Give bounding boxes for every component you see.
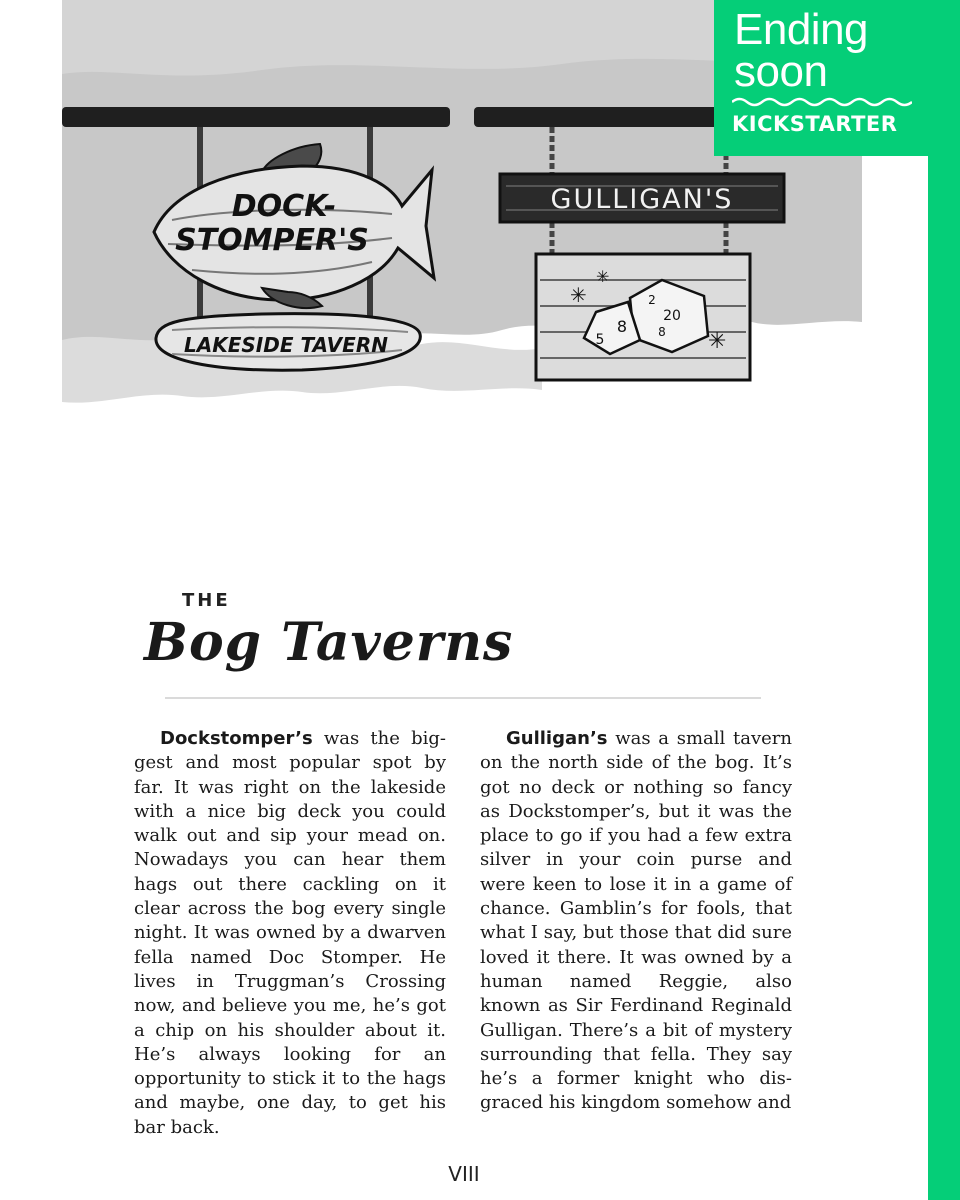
die-face-8a: 8 bbox=[658, 325, 666, 339]
gulligans-paragraph bbox=[480, 727, 792, 1116]
die-face-20: 20 bbox=[663, 308, 681, 324]
dice-board-sign bbox=[536, 254, 750, 380]
left-hanging-bar bbox=[62, 107, 450, 127]
die-face-8b: 8 bbox=[616, 317, 628, 336]
sparkle-3: ✳ bbox=[708, 329, 727, 354]
dockstomper-line1: DOCK- bbox=[231, 189, 337, 224]
section-divider bbox=[165, 697, 761, 699]
sparkle-2: ✳ bbox=[596, 267, 610, 286]
gulligans-body: was a small tavern on the north side of the bog. It’s got no deck or nothing so fancy as Dockstomper’s, but it was the place to go if you had a few extra silver in your coin purse and were keen to lose it in a game of chance. Gamblin’s for fools, that what I say, but those that did sure loved it there. It was owned by a human named Reggie, also known as Sir Ferdinand Reginald Gulligan. There’s a bit of mystery surrounding that fella. They say he’s a former knight who disgraced his kingdom somehow and bbox=[480, 728, 792, 1114]
gulligans-name-sign bbox=[500, 174, 784, 222]
lakeside-tavern-label: LAKESIDE TAVERN bbox=[184, 333, 388, 357]
dockstomper-lead: Dockstomper’s bbox=[160, 728, 313, 749]
dockstomper-line2: STOMPER'S bbox=[175, 223, 369, 258]
dockstomper-paragraph bbox=[134, 727, 446, 1140]
kickstarter-side-bar bbox=[928, 0, 960, 1200]
banner-line2: soon bbox=[734, 47, 828, 96]
page-number: VIII bbox=[448, 1162, 480, 1186]
die-face-5: 5 bbox=[595, 332, 605, 348]
kickstarter-logo: KICKSTARTER bbox=[732, 112, 898, 136]
dockstomper-body: was the biggest and most popular spot by far. It was right on the lakeside with a nice big deck you could walk out and sip your mead on. Nowadays you can hear them hags out there cackling on it clear across the bog every single night. It was owned by a dwarven fella named Doc Stomper. He lives in Truggman’s Crossing now, and believe you me, he’s got a chip on his shoulder about it. He’s always looking for an opportunity to stick it to the hags and maybe, one day, to get his bar back. bbox=[134, 728, 446, 1138]
gulligans-lead: Gulligan’s bbox=[506, 728, 608, 749]
sparkle-1: ✳ bbox=[570, 283, 587, 307]
lakeside-tavern-sign bbox=[156, 314, 420, 371]
right-hanging-bar bbox=[474, 107, 734, 127]
section-kicker: THE bbox=[182, 590, 231, 611]
die-face-2: 2 bbox=[648, 293, 656, 307]
right-column bbox=[480, 727, 792, 1116]
left-column bbox=[134, 727, 446, 1140]
ending-soon-banner bbox=[714, 0, 928, 156]
wave-icon bbox=[732, 96, 912, 108]
banner-line1: Ending bbox=[734, 5, 869, 54]
section-title: Bog Taverns bbox=[144, 612, 514, 673]
gulligans-label: GULLIGAN'S bbox=[550, 184, 734, 215]
